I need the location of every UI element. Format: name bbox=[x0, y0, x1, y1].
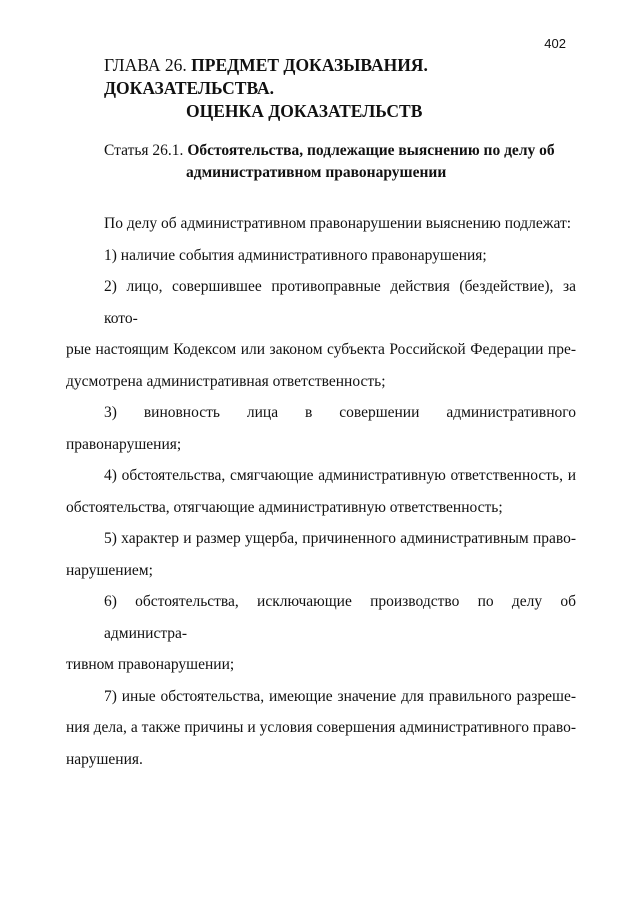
article-number: Статья 26.1. bbox=[104, 142, 184, 159]
article-body bbox=[66, 208, 576, 775]
chapter-heading bbox=[104, 54, 574, 123]
page-number: 402 bbox=[544, 36, 566, 51]
list-item-2-line-2: рые настоящим Кодексом или законом субъекта Российской Федерации пре- bbox=[66, 341, 576, 358]
list-item-7-line-2: ния дела, а также причины и условия совершения административного право- bbox=[66, 719, 576, 736]
list-item-4 bbox=[66, 460, 576, 523]
list-item-5-line-1: 5) характер и размер ущерба, причиненного административным право- bbox=[104, 530, 576, 547]
intro-paragraph: По делу об административном правонарушении выяснению подлежат: bbox=[104, 215, 572, 232]
list-item-5 bbox=[66, 523, 576, 586]
list-item-2-line-1: 2) лицо, совершившее противоправные действия (бездействие), за кото- bbox=[104, 278, 576, 327]
list-item-3: 3) виновность лица в совершении административного правонарушения; bbox=[66, 404, 576, 453]
list-item-6 bbox=[66, 586, 576, 681]
article-title-line-1: Обстоятельства, подлежащие выяснению по делу об bbox=[187, 142, 555, 159]
list-item-5-line-2: нарушением; bbox=[66, 561, 153, 579]
chapter-number: ГЛАВА 26. bbox=[104, 55, 187, 75]
list-item-4-line-2: обстоятельства, отягчающие административную ответственность; bbox=[66, 498, 503, 516]
list-item-4-line-1: 4) обстоятельства, смягчающие административную ответственность, и bbox=[104, 467, 576, 484]
list-item-7-line-1: 7) иные обстоятельства, имеющие значение для правильного разреше- bbox=[104, 687, 576, 705]
article-heading bbox=[104, 140, 574, 184]
list-item-2 bbox=[66, 271, 576, 397]
list-item-2-line-3: дусмотрена административная ответственность; bbox=[66, 372, 386, 390]
chapter-title-line-2: ОЦЕНКА ДОКАЗАТЕЛЬСТВ bbox=[186, 101, 423, 121]
list-item-6-line-1: 6) обстоятельства, исключающие производство по делу об администра- bbox=[104, 593, 576, 642]
article-title-line-2: административном правонарушении bbox=[186, 164, 447, 181]
list-item-6-line-2: тивном правонарушении; bbox=[66, 656, 235, 673]
list-item-7 bbox=[66, 681, 576, 776]
list-item-1: 1) наличие события административного правонарушения; bbox=[104, 246, 487, 264]
chapter-title-line-1: ПРЕДМЕТ ДОКАЗЫВАНИЯ. ДОКАЗАТЕЛЬСТВА. bbox=[104, 55, 428, 98]
list-item-7-line-3: нарушения. bbox=[66, 750, 143, 768]
